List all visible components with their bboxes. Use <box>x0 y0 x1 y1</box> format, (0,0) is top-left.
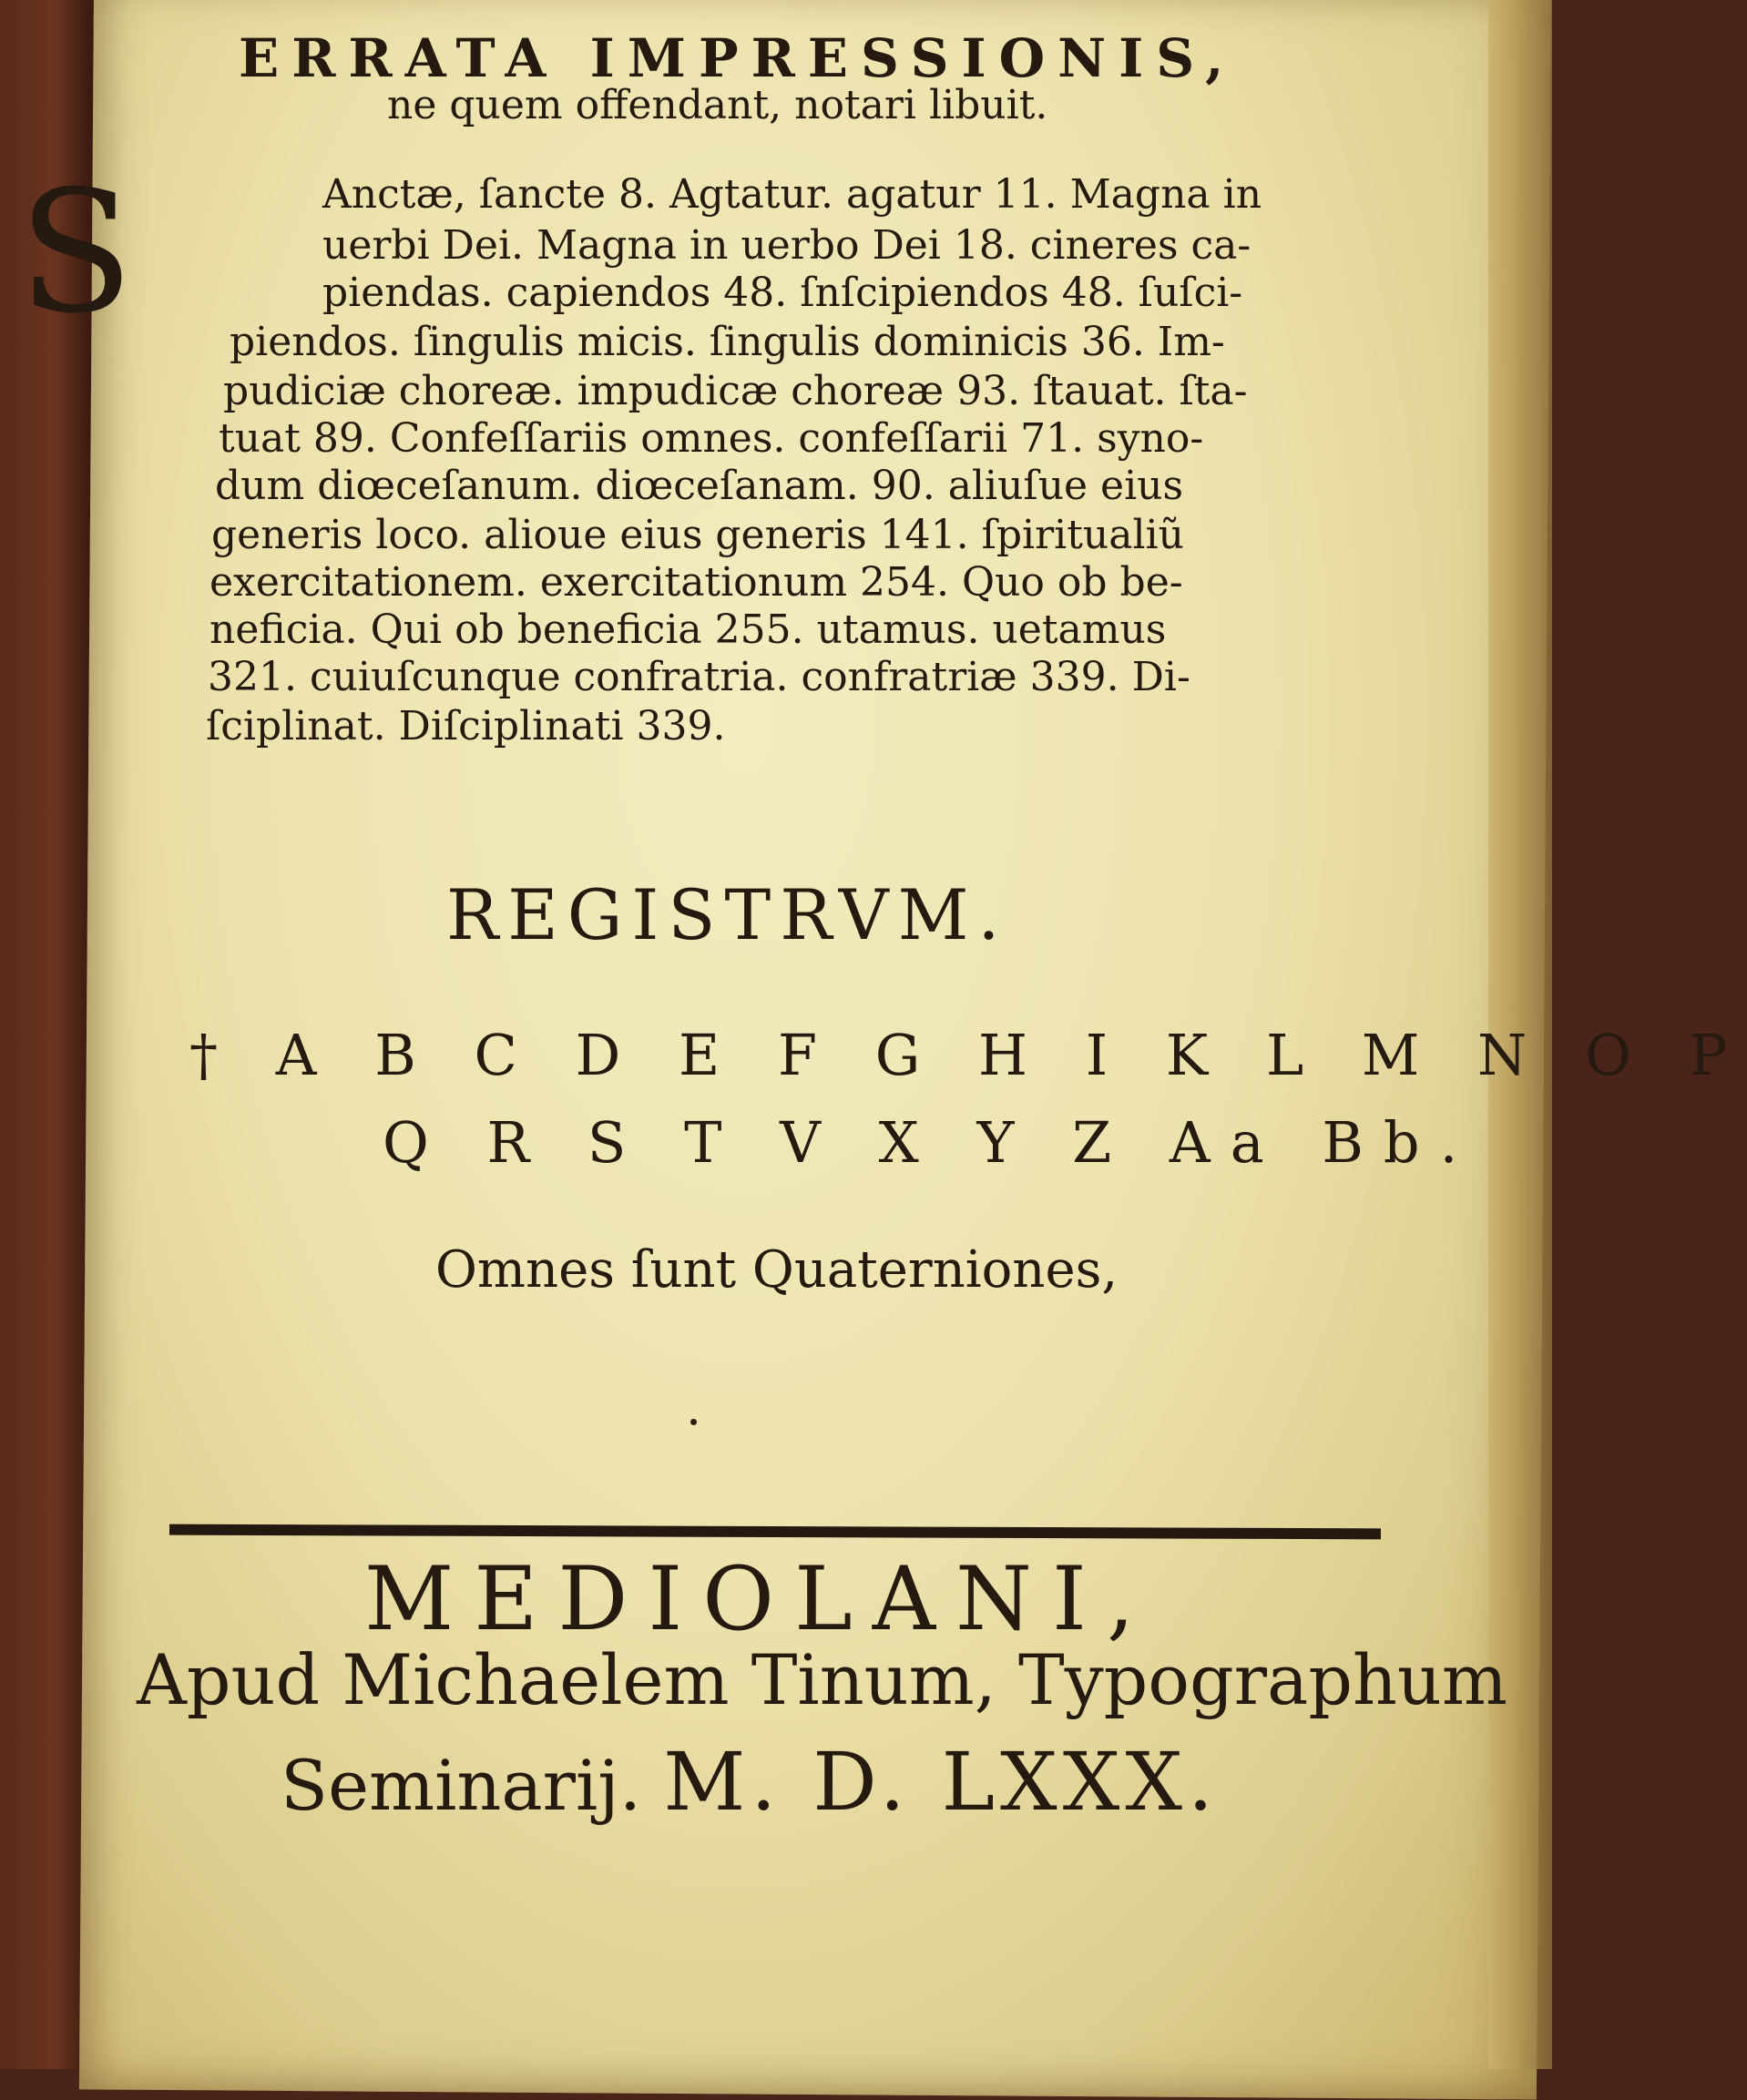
errata-line: pudiciæ choreæ. impudicæ choreæ 93. ſtauat. ſta- <box>223 368 1248 414</box>
errata-line: neficia. Qui ob beneficia 255. utamus. uetamus <box>209 607 1167 653</box>
imprint-year: M. D. LXXX. <box>663 1735 1219 1829</box>
page-subtitle: ne quem offendant, notari libuit. <box>387 82 1048 128</box>
errata-line: exercitationem. exercitationum 254. Quo ob be- <box>209 559 1183 606</box>
imprint-printer: Apud Michaelem Tinum, Typographum <box>137 1639 1507 1720</box>
drop-cap: S <box>18 154 134 351</box>
imprint-seminary: Seminarij. <box>281 1745 642 1826</box>
errata-line: Anctæ, ſancte 8. Agtatur. agatur 11. Magna in <box>322 171 1262 218</box>
signature-row-1: † A B C D E F G H I K L M N O P <box>189 1022 1747 1088</box>
errata-line: tuat 89. Confeſſariis omnes. confeſſarii 71. syno- <box>219 415 1204 462</box>
errata-line: uerbi Dei. Magna in uerbo Dei 18. cineres ca- <box>322 222 1252 269</box>
imprint-date-line <box>281 1735 1219 1829</box>
page-title: ERRATA IMPRESSIONIS, <box>239 27 1237 89</box>
imprint-city: MEDIOLANI, <box>364 1548 1155 1650</box>
ink-speck <box>690 1419 697 1425</box>
signature-row-2: Q R S T V X Y Z Aa Bb. <box>383 1109 1478 1176</box>
errata-line: 321. cuiuſcunque confratria. confratriæ 339. Di- <box>208 654 1190 700</box>
errata-line: generis loco. alioue eius generis 141. ſpiritualiũ <box>211 512 1184 558</box>
errata-line: piendas. capiendos 48. ſnſcipiendos 48. ſuſci- <box>322 270 1243 316</box>
errata-line: dum diœceſanum. diœceſanam. 90. aliuſue eius <box>215 463 1184 509</box>
errata-line: piendos. ſingulis micis. ſingulis dominicis 36. Im- <box>230 319 1225 365</box>
registrum-heading: REGISTRVM. <box>446 874 1009 955</box>
registrum-note: Omnes ſunt Quaterniones, <box>435 1240 1119 1300</box>
errata-line: ſciplinat. Diſciplinati 339. <box>206 703 726 749</box>
